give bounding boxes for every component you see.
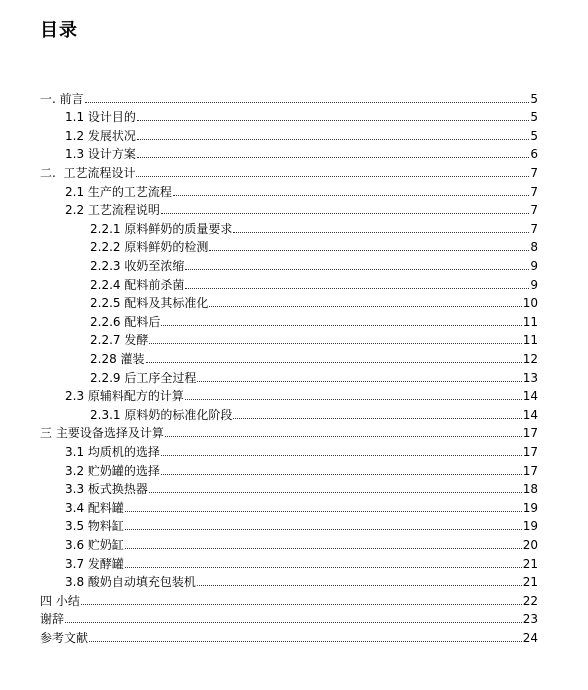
toc-entry-page-number: 6 — [530, 147, 538, 162]
toc-entry[interactable] — [65, 124, 538, 143]
toc-entry-page-number: 19 — [522, 519, 538, 534]
toc-dot-leader — [136, 175, 529, 177]
toc-entry-page-number: 24 — [522, 630, 538, 645]
toc-entry[interactable] — [65, 496, 538, 515]
toc-entry[interactable] — [90, 366, 538, 385]
toc-dot-leader — [161, 473, 522, 475]
toc-entry-page-number: 13 — [522, 370, 538, 385]
toc-entry[interactable] — [65, 106, 538, 125]
toc-dot-leader — [185, 287, 529, 289]
toc-entry-label: 2.3.1 原料奶的标准化阶段 — [90, 407, 233, 422]
toc-entry-page-number: 21 — [522, 556, 538, 571]
toc-entry-label: 2.28 灌装 — [90, 351, 145, 366]
toc-entry-page-number: 5 — [530, 128, 538, 143]
toc-entry-page-number: 17 — [522, 463, 538, 478]
toc-entry-label: 3.5 物料缸 — [65, 519, 124, 534]
toc-entry-page-number: 7 — [530, 165, 538, 180]
toc-entry-page-number: 20 — [522, 537, 538, 552]
toc-entry-label: 1.3 设计方案 — [65, 147, 136, 162]
toc-entry-page-number: 9 — [530, 258, 538, 273]
toc-dot-leader — [209, 305, 521, 307]
toc-entry[interactable] — [40, 422, 538, 441]
toc-entry-label: 3.8 酸奶自动填充包装机 — [65, 575, 196, 590]
toc-entry-page-number: 18 — [522, 482, 538, 497]
toc-dot-leader — [233, 231, 529, 233]
toc-dot-leader — [85, 101, 530, 103]
toc-dot-leader — [125, 547, 522, 549]
toc-entry[interactable] — [40, 161, 538, 180]
toc-entry[interactable] — [65, 571, 538, 590]
toc-dot-leader — [125, 510, 522, 512]
toc-entry[interactable] — [65, 199, 538, 218]
toc-entry[interactable] — [65, 533, 538, 552]
toc-dot-leader — [197, 380, 521, 382]
toc-entry-page-number: 22 — [522, 593, 538, 608]
toc-dot-leader — [137, 119, 529, 121]
toc-dot-leader — [137, 138, 529, 140]
toc-entry[interactable] — [65, 459, 538, 478]
toc-entry-page-number: 9 — [530, 277, 538, 292]
toc-dot-leader — [146, 361, 522, 363]
toc-entry-page-number: 10 — [522, 296, 538, 311]
toc-entry[interactable] — [65, 385, 538, 404]
toc-title: 目录 — [40, 20, 78, 41]
toc-entry-label: 2.3 原辅料配方的计算 — [65, 389, 184, 404]
toc-entry-label: 3.7 发酵罐 — [65, 556, 124, 571]
toc-entry-page-number: 12 — [522, 351, 538, 366]
toc-entry[interactable] — [65, 440, 538, 459]
toc-entry-page-number: 5 — [530, 91, 538, 106]
toc-entry-label: 二. 工艺流程设计 — [40, 165, 136, 180]
toc-entry-page-number: 14 — [522, 407, 538, 422]
toc-entry[interactable] — [65, 552, 538, 571]
toc-entry-page-number: 7 — [530, 184, 538, 199]
toc-dot-leader — [165, 435, 522, 437]
toc-dot-leader — [89, 640, 522, 642]
toc-entry-label: 2.2.6 配料后 — [90, 314, 161, 329]
toc-entry[interactable] — [90, 403, 538, 422]
toc-entry[interactable] — [40, 626, 538, 645]
toc-entry-page-number: 7 — [530, 221, 538, 236]
toc-entry-page-number: 11 — [522, 314, 538, 329]
toc-entry-page-number: 17 — [522, 444, 538, 459]
toc-entry-page-number: 11 — [522, 333, 538, 348]
toc-dot-leader — [161, 454, 522, 456]
toc-entry-label: 四 小结 — [40, 593, 80, 608]
toc-dot-leader — [125, 566, 522, 568]
toc-entry[interactable] — [40, 608, 538, 627]
toc-entry[interactable] — [65, 515, 538, 534]
toc-entry[interactable] — [90, 329, 538, 348]
toc-entry-label: 2.2.2 原料鲜奶的检测 — [90, 240, 209, 255]
toc-dot-leader — [173, 194, 529, 196]
toc-dot-leader — [65, 621, 522, 623]
toc-entry-label: 一. 前言 — [40, 91, 84, 106]
toc-entry[interactable] — [40, 87, 538, 106]
toc-entry-label: 2.2.9 后工序全过程 — [90, 370, 197, 385]
toc-entry-label: 2.2.3 收奶至浓缩 — [90, 258, 185, 273]
toc-entry-page-number: 7 — [530, 203, 538, 218]
toc-entry-label: 3.6 贮奶缸 — [65, 537, 124, 552]
toc-entry[interactable] — [65, 180, 538, 199]
toc-entry[interactable] — [90, 236, 538, 255]
toc-entry[interactable] — [90, 254, 538, 273]
toc-entry[interactable] — [90, 273, 538, 292]
toc-entry-label: 2.2.7 发酵 — [90, 333, 149, 348]
toc-entry-label: 1.2 发展状况 — [65, 128, 136, 143]
toc-entry[interactable] — [90, 217, 538, 236]
toc-entry-label: 2.2.1 原料鲜奶的质量要求 — [90, 221, 233, 236]
toc-dot-leader — [125, 528, 522, 530]
toc-entry-page-number: 14 — [522, 389, 538, 404]
toc-dot-leader — [149, 342, 521, 344]
toc-dot-leader — [209, 249, 529, 251]
toc-entry-label: 3.2 贮奶罐的选择 — [65, 463, 160, 478]
toc-entry[interactable] — [90, 347, 538, 366]
toc-entry-page-number: 17 — [522, 426, 538, 441]
toc-dot-leader — [81, 603, 522, 605]
toc-dot-leader — [161, 324, 521, 326]
toc-entry-label: 2.1 生产的工艺流程 — [65, 184, 172, 199]
toc-entry-page-number: 23 — [522, 612, 538, 627]
toc-dot-leader — [197, 584, 522, 586]
toc-entry[interactable] — [65, 478, 538, 497]
toc-entry[interactable] — [40, 589, 538, 608]
toc-entry-label: 参考文献 — [40, 630, 89, 645]
toc-entry-label: 谢辞 — [40, 612, 65, 627]
toc-entry-label: 1.1 设计目的 — [65, 110, 136, 125]
toc-entry-label: 2.2 工艺流程说明 — [65, 203, 160, 218]
toc-entry-label: 三 主要设备选择及计算 — [40, 426, 164, 441]
toc-entry-label: 3.1 均质机的选择 — [65, 444, 160, 459]
toc-entry[interactable] — [90, 310, 538, 329]
toc-entry-page-number: 5 — [530, 110, 538, 125]
toc-dot-leader — [233, 417, 521, 419]
toc-entry[interactable] — [90, 292, 538, 311]
toc-dot-leader — [137, 156, 529, 158]
toc-entry-page-number: 8 — [530, 240, 538, 255]
toc-entry-label: 3.4 配料罐 — [65, 500, 124, 515]
toc-dot-leader — [149, 491, 522, 493]
toc-entry-label: 2.2.4 配料前杀菌 — [90, 277, 185, 292]
toc-entry-label: 2.2.5 配料及其标准化 — [90, 296, 209, 311]
toc-entry-page-number: 19 — [522, 500, 538, 515]
toc-dot-leader — [185, 398, 522, 400]
toc-dot-leader — [185, 268, 529, 270]
toc-entry[interactable] — [65, 143, 538, 162]
toc-dot-leader — [161, 212, 529, 214]
toc-entry-label: 3.3 板式换热器 — [65, 482, 148, 497]
toc-entry-page-number: 21 — [522, 575, 538, 590]
